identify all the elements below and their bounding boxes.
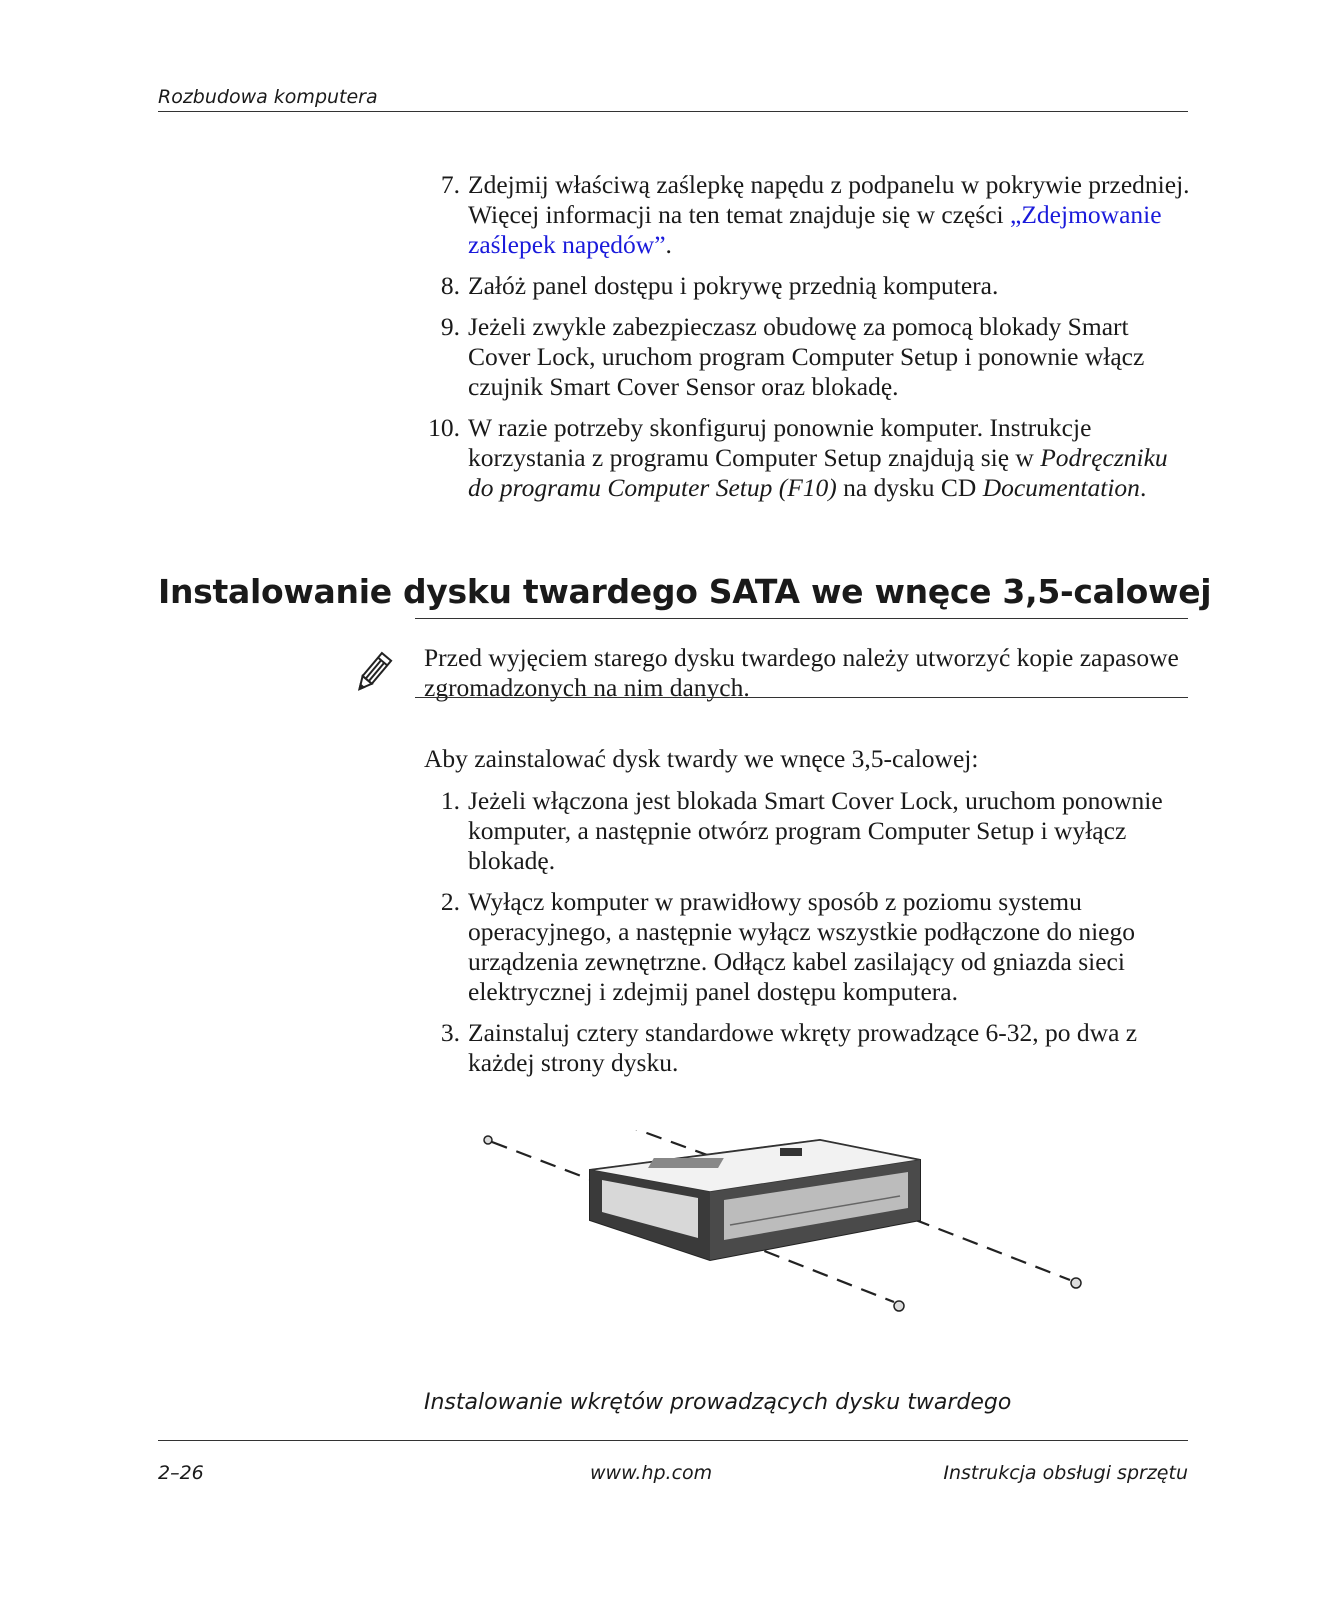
list-item (420, 312, 1190, 402)
list-number: 1. (440, 786, 460, 815)
footer-url: www.hp.com (590, 1462, 713, 1484)
header-rule (158, 111, 1188, 112)
list-item (420, 170, 1190, 260)
footer-rule (158, 1440, 1188, 1441)
list-text: . (1139, 473, 1147, 502)
list-text: Wyłącz komputer w prawidłowy sposób z poziomu systemu operacyjnego, a następnie wyłącz wszystkie podłączone do niego urządzenia zewnętrzne. Odłącz kabel zasilający od gniazda sieci elektrycznej i zdejmij panel dostępu komputera. (468, 887, 1135, 1006)
list-text: W razie potrzeby skonfiguruj ponownie komputer. Instrukcje korzystania z programu Computer Setup znajdują się w (468, 413, 1092, 472)
figure-caption: Instalowanie wkrętów prowadzących dysku twardego (424, 1390, 1012, 1415)
list-text: . (665, 230, 672, 259)
steps-list-top (420, 170, 1190, 514)
emphasized-text: Documentation (982, 473, 1140, 502)
list-number: 8. (440, 271, 460, 300)
list-number: 2. (440, 887, 460, 916)
list-number: 3. (440, 1018, 460, 1047)
list-text: Jeżeli zwykle zabezpieczasz obudowę za pomocą blokady Smart Cover Lock, uruchom program Computer Setup i ponownie włącz czujnik Smart Cover Sensor oraz blokadę. (468, 312, 1145, 401)
list-item (420, 413, 1190, 503)
list-item (420, 786, 1190, 876)
emphasized-text: Podręczniku do programu Computer Setup (F10) (468, 443, 1168, 502)
pencil-icon (350, 650, 396, 696)
list-item (420, 271, 1190, 301)
note-text: Przed wyjęciem starego dysku twardego należy utworzyć kopie zapasowe zgromadzonych na nim danych. (424, 643, 1179, 702)
list-text: Zdejmij właściwą zaślepkę napędu z podpanelu w pokrywie przedniej. Więcej informacji na ten temat znajduje się w części (468, 170, 1190, 229)
list-item (420, 1018, 1190, 1078)
hard-drive-illustration (480, 1130, 1120, 1350)
list-number: 10. (428, 413, 460, 442)
list-number: 7. (440, 170, 460, 199)
list-number: 9. (440, 312, 460, 341)
intro-text: Aby zainstalować dysk twardy we wnęce 3,5-calowej: (424, 744, 979, 773)
list-item (420, 887, 1190, 1007)
hard-drive-icon (590, 1140, 920, 1260)
steps-list-bottom (420, 786, 1190, 1089)
list-text: Załóż panel dostępu i pokrywę przednią komputera. (468, 271, 999, 300)
page-number: 2–26 (158, 1462, 204, 1484)
list-text: Jeżeli włączona jest blokada Smart Cover Lock, uruchom ponownie komputer, a następnie otwórz program Computer Setup i wyłącz blokadę. (468, 786, 1163, 875)
cross-reference-link[interactable]: „Zdejmowanie zaślepek napędów” (468, 200, 1162, 259)
section-title: Instalowanie dysku twardego SATA we wnęce 3,5-calowej (158, 572, 1212, 611)
list-text: Zainstaluj cztery standardowe wkręty prowadzące 6-32, po dwa z każdej strony dysku. (468, 1018, 1138, 1077)
footer-manual-title: Instrukcja obsługi sprzętu (943, 1462, 1188, 1484)
title-rule (415, 618, 1188, 619)
list-text: na dysku CD (836, 473, 983, 502)
running-header: Rozbudowa komputera (158, 86, 378, 108)
note-rule (415, 697, 1188, 698)
